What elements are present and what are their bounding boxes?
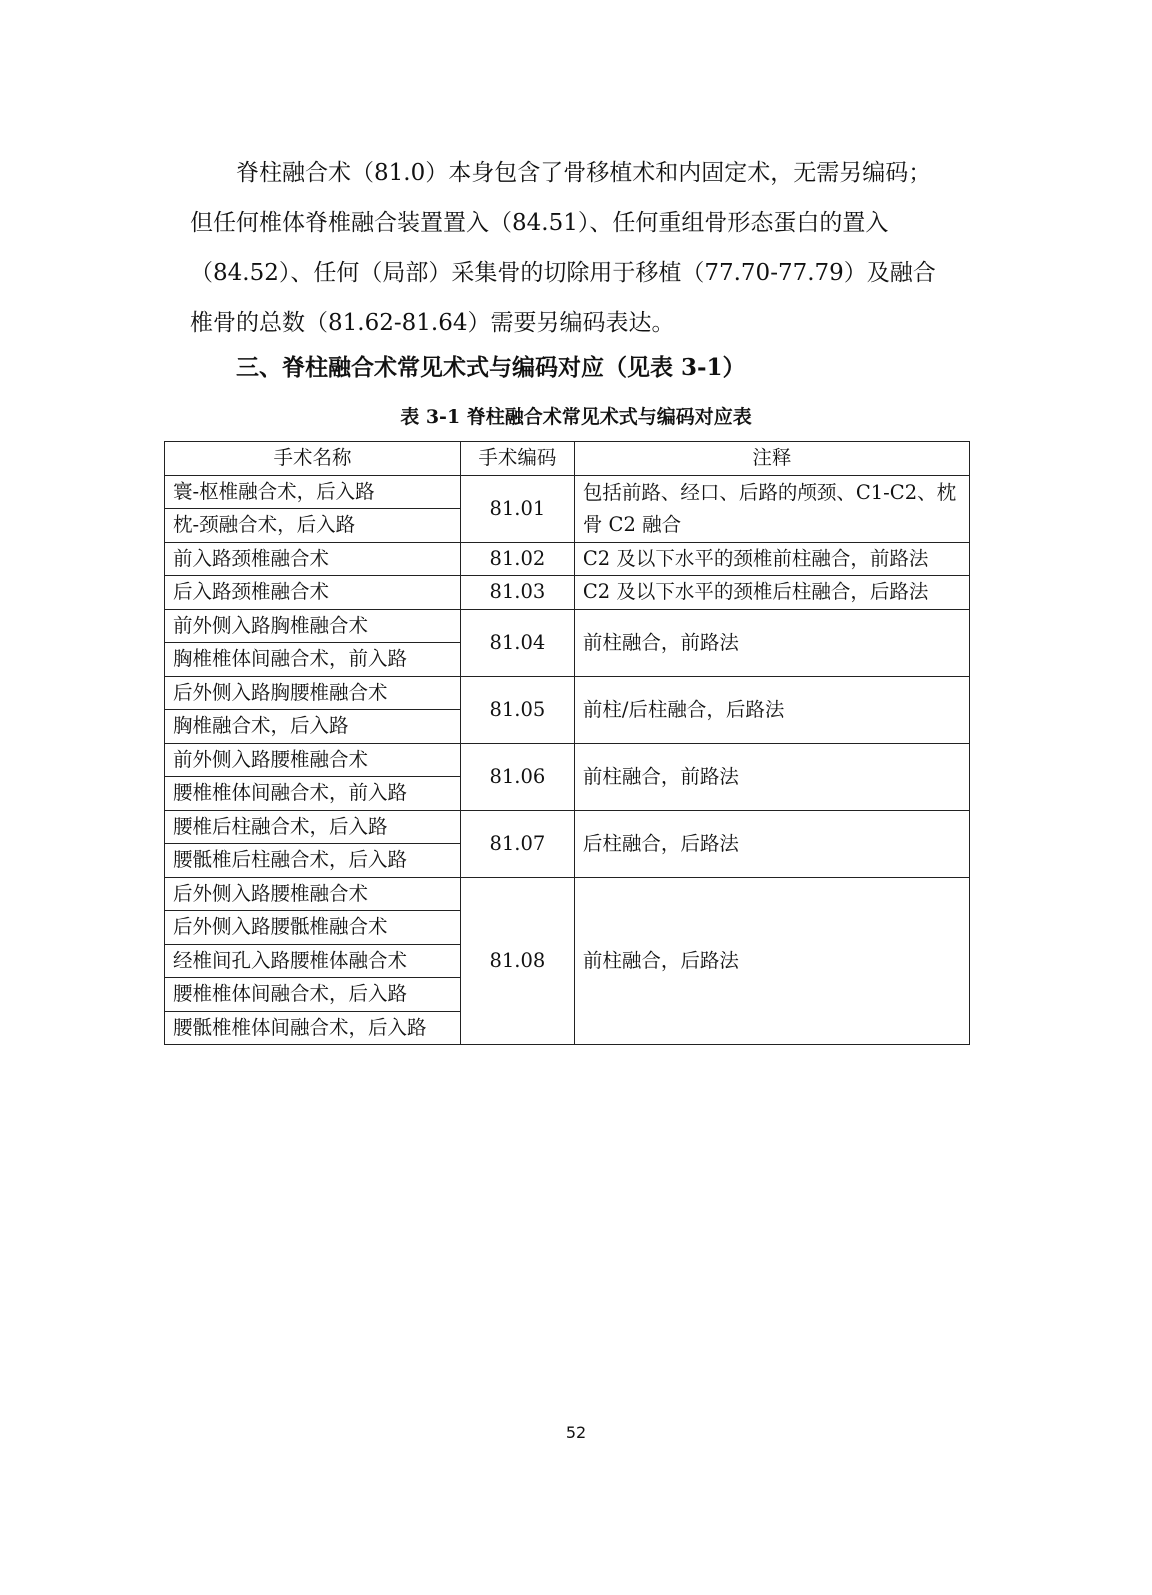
procedure-name-cell: 前入路颈椎融合术 xyxy=(165,542,461,576)
header-procedure-code: 手术编码 xyxy=(460,442,574,476)
procedure-name-cell: 腰骶椎后柱融合术，后入路 xyxy=(165,844,461,878)
note-cell: 前柱融合，前路法 xyxy=(574,609,969,676)
table-row xyxy=(165,542,970,576)
paragraph-line: 但任何椎体脊椎融合装置置入（84.51）、任何重组骨形态蛋白的置入 xyxy=(190,210,889,236)
table-row xyxy=(165,576,970,610)
note-cell: 包括前路、经口、后路的颅颈、C1-C2、枕骨 C2 融合 xyxy=(574,475,969,542)
table-row xyxy=(165,877,970,911)
procedure-code-cell: 81.01 xyxy=(460,475,574,542)
intro-paragraph xyxy=(190,148,970,348)
procedure-code-cell: 81.03 xyxy=(460,576,574,610)
procedure-name-cell: 胸椎融合术，后入路 xyxy=(165,710,461,744)
procedure-code-cell: 81.02 xyxy=(460,542,574,576)
procedure-code-cell: 81.08 xyxy=(460,877,574,1045)
procedure-code-cell: 81.07 xyxy=(460,810,574,877)
procedure-name-cell: 枕-颈融合术，后入路 xyxy=(165,509,461,543)
procedure-name-cell: 腰椎椎体间融合术，前入路 xyxy=(165,777,461,811)
note-cell: C2 及以下水平的颈椎前柱融合，前路法 xyxy=(574,542,969,576)
procedure-code-cell: 81.06 xyxy=(460,743,574,810)
table-row xyxy=(165,475,970,509)
note-cell: 前柱/后柱融合，后路法 xyxy=(574,676,969,743)
procedure-name-cell: 经椎间孔入路腰椎体融合术 xyxy=(165,944,461,978)
section-heading: 三、脊柱融合术常见术式与编码对应（见表 3-1） xyxy=(236,354,746,381)
procedure-name-cell: 腰椎后柱融合术，后入路 xyxy=(165,810,461,844)
note-cell: 后柱融合，后路法 xyxy=(574,810,969,877)
header-note: 注释 xyxy=(574,442,969,476)
table-body xyxy=(165,475,970,1045)
procedure-name-cell: 后入路颈椎融合术 xyxy=(165,576,461,610)
paragraph-line: 椎骨的总数（81.62-81.64）需要另编码表达。 xyxy=(190,310,675,336)
note-cell: C2 及以下水平的颈椎后柱融合，后路法 xyxy=(574,576,969,610)
note-cell: 前柱融合，后路法 xyxy=(574,877,969,1045)
table-row xyxy=(165,609,970,643)
table-row xyxy=(165,676,970,710)
table-row xyxy=(165,810,970,844)
procedure-code-cell: 81.05 xyxy=(460,676,574,743)
procedure-name-cell: 寰-枢椎融合术，后入路 xyxy=(165,475,461,509)
note-cell: 前柱融合，前路法 xyxy=(574,743,969,810)
procedure-code-table xyxy=(164,441,970,1045)
procedure-name-cell: 腰骶椎椎体间融合术，后入路 xyxy=(165,1011,461,1045)
procedure-name-cell: 前外侧入路胸椎融合术 xyxy=(165,609,461,643)
procedure-name-cell: 前外侧入路腰椎融合术 xyxy=(165,743,461,777)
procedure-name-cell: 腰椎椎体间融合术，后入路 xyxy=(165,978,461,1012)
header-procedure-name: 手术名称 xyxy=(165,442,461,476)
paragraph-line: （84.52）、任何（局部）采集骨的切除用于移植（77.70-77.79）及融合 xyxy=(190,260,936,286)
table-caption: 表 3-1 脊柱融合术常见术式与编码对应表 xyxy=(400,406,752,428)
procedure-name-cell: 胸椎椎体间融合术，前入路 xyxy=(165,643,461,677)
table-row xyxy=(165,743,970,777)
procedure-code-cell: 81.04 xyxy=(460,609,574,676)
paragraph-line: 脊柱融合术（81.0）本身包含了骨移植术和内固定术，无需另编码； xyxy=(236,160,932,186)
table-header-row xyxy=(165,442,970,476)
procedure-name-cell: 后外侧入路腰椎融合术 xyxy=(165,877,461,911)
procedure-name-cell: 后外侧入路胸腰椎融合术 xyxy=(165,676,461,710)
procedure-name-cell: 后外侧入路腰骶椎融合术 xyxy=(165,911,461,945)
page-number: 52 xyxy=(565,1423,587,1442)
